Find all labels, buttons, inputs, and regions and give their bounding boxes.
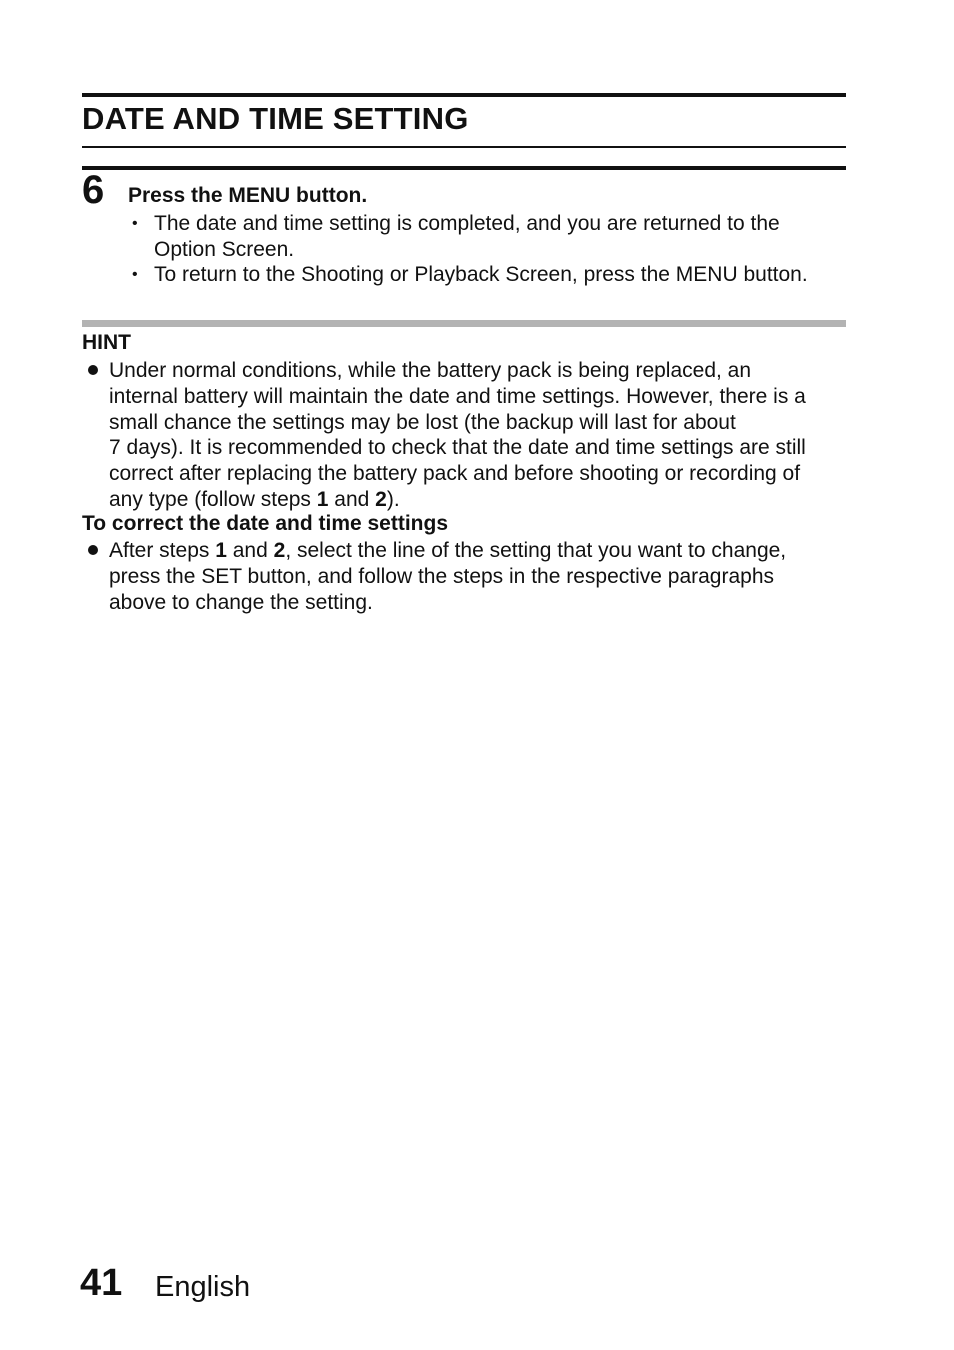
- step-ref: 1: [215, 539, 227, 562]
- page-number: 41: [80, 1262, 123, 1304]
- hint-line: 7 days). It is recommended to check that the date and time settings are still: [109, 436, 806, 460]
- hint-line: small chance the settings may be lost (the backup will last for about: [109, 410, 736, 434]
- hint-line: above to change the setting.: [109, 590, 373, 614]
- bullet-dot-icon: •: [132, 215, 138, 232]
- hint-line: Under normal conditions, while the battery pack is being replaced, an: [109, 359, 752, 382]
- hint-line: press the SET button, and follow the steps in the respective paragraphs: [109, 564, 775, 588]
- hint-line: [109, 487, 849, 513]
- step-heading: Press the MENU button.: [128, 184, 368, 207]
- step-bullet-1-line-2: Option Screen.: [154, 237, 295, 261]
- step-ref: 2: [375, 487, 387, 511]
- step-number: 6: [82, 168, 105, 212]
- hint-text: , select the line of the setting that you want to change,: [285, 539, 787, 562]
- step-bullet-1-line-1: The date and time setting is completed, and you are returned to the: [154, 212, 780, 235]
- hint-line: internal battery will maintain the date and time settings. However, there is a: [109, 384, 806, 408]
- hint-text: ).: [386, 487, 400, 511]
- bullet-circle-icon: [88, 545, 98, 555]
- hint-item-battery: [109, 358, 849, 513]
- step-bullet-2-line-1: To return to the Shooting or Playback Screen, press the MENU button.: [154, 263, 808, 286]
- correct-settings-heading: To correct the date and time settings: [82, 512, 449, 535]
- step-bullet-1: [132, 211, 854, 263]
- title-bottom-rule: [82, 146, 846, 148]
- page-title: DATE AND TIME SETTING: [82, 101, 469, 136]
- bullet-circle-icon: [88, 365, 98, 375]
- step-ref: 1: [316, 487, 329, 511]
- hint-text: and: [226, 539, 274, 562]
- hint-line: correct after replacing the battery pack and before shooting or recording of: [109, 462, 801, 486]
- hint-divider-bar: [82, 320, 846, 327]
- bullet-dot-icon: •: [132, 266, 138, 283]
- step-top-rule: [82, 166, 846, 170]
- hint-text: After steps: [109, 539, 216, 562]
- hint-item-correct: [109, 538, 849, 615]
- hint-text: and: [328, 487, 376, 511]
- hint-label: HINT: [82, 331, 131, 354]
- step-ref: 2: [273, 539, 286, 562]
- hint-text: any type (follow steps: [109, 487, 317, 511]
- step-bullet-2: [132, 262, 854, 288]
- title-top-rule: [82, 93, 846, 97]
- page-language: English: [155, 1271, 251, 1303]
- hint-line: [109, 538, 849, 564]
